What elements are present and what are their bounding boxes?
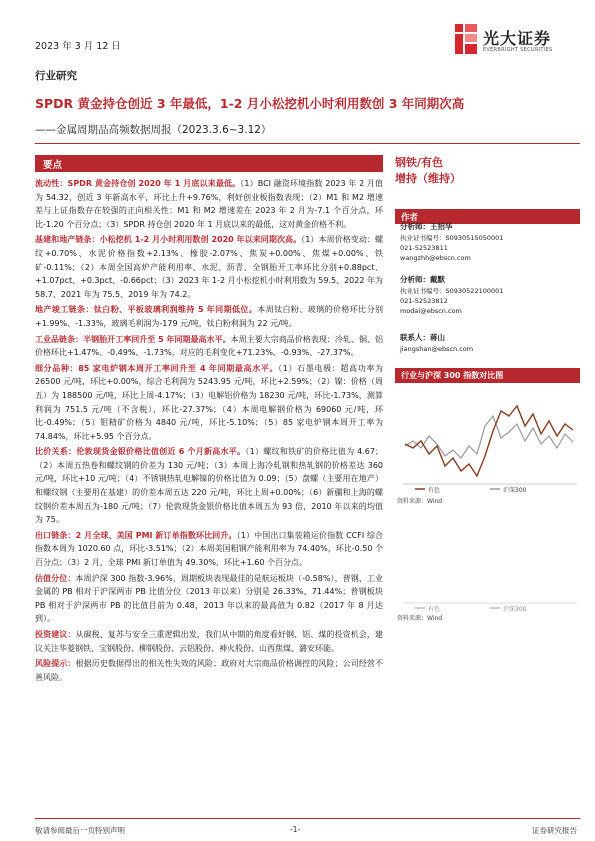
footer-label: 证券研究报告 [532,826,577,835]
analyst-block [400,275,503,316]
authors-heading: 作者 [395,209,580,224]
summary-paragraph [35,333,383,360]
paragraph-body: （1）中国出口集装箱运价指数 CCFI 综合指数本周为 1020.60 点，环比-3.51%；（2）本周美国粗钢产能利用率为 74.40%，环比-0.50 个百分点；（3）2 月，全球 PMI 新订单值为 49.30%，环比+1.60 个百分点。 [35,530,383,568]
logo-english: EVERBRIGHT SECURITIES [483,47,553,53]
analyst-email[interactable]: wangzhh@ebscn.com [400,254,471,262]
paragraph-lead: 细分品种：85 家电炉钢本周开工率回升至 4 年同期最高水平。 [35,363,279,373]
report-title: SPDR 黄金持仓创近 3 年最低，1-2 月小松挖机小时利用数创 3 年同期次高 [35,96,465,111]
summary-body [35,177,383,686]
summary-paragraph [35,177,383,231]
summary-paragraph [35,362,383,444]
paragraph-lead: 基建和地产链条：小松挖机 1-2 月小时利用数创 2020 年以来同期次高。 [35,235,302,245]
logo-mark-icon [455,24,477,54]
rating-label: 增持（维持） [395,172,461,185]
report-date: 2023 年 3 月 12 日 [35,41,121,52]
summary-paragraph [35,303,383,330]
summary-paragraph [35,529,383,570]
sidebar [395,155,580,224]
footer-disclaimer[interactable]: 敬请参阅最后一页特别声明 [35,826,125,835]
paragraph-lead: 比价关系：伦敦现货金银价格比值创近 6 个月新高水平。 [35,447,246,457]
summary-paragraph [35,572,383,626]
logo-text: 光大证券 [483,29,552,48]
paragraph-lead: 地产竣工链条：钛白粉、平板玻璃利润维持 5 年同期低位。 [35,305,258,315]
paragraph-lead: 流动性：SPDR 黄金持仓创 2020 年 1 月底以来最低。 [35,179,241,188]
summary-heading: 要点 [35,155,383,172]
page-number: -1- [290,825,301,834]
chart-source-2: 资料来源：Wind [397,615,443,622]
industry-label: 钢铁/有色 [395,156,444,169]
paragraph-body: （1）BCI 融资环境指数 2023 年 2 月值为 54.32，创近 3 年新高水平，环比上升+9.76%，利好创业板指数表现；（2）M1 和 M2 增速差与上证指数存在较强的正向相关性：M1 和 M2 增速差在 2023 年 2 月为-7.1 个百分点，环比-1.20 个百分点；（3）SPDR 持仓创 2020 年 1 月底以来的最低，这对黄金价格不利。 [35,179,383,229]
report-subtitle: ——金属周期品高频数据周报（2023.3.6~3.12） [35,124,272,136]
report-type: 行业研究 [35,70,77,82]
paragraph-lead: 出口链条：2 月全球、美国 PMI 新订单指数环比回升。 [35,530,237,540]
summary-paragraph [35,628,383,655]
paragraph-lead: 估值分位： [35,573,76,583]
footer-divider [35,818,580,819]
paragraph-body: 本周钛白粉、玻璃的价格环比分别+1.99%、-1.33%，玻璃毛利润为-179 元/吨，钛白粉利润为 22 元/吨。 [35,305,384,328]
paragraph-lead: 投资建议： [35,630,76,639]
analyst-phone: 021-52523811 [400,244,448,252]
paragraph-lead: 风险提示： [35,659,76,669]
contact-block [400,333,473,354]
paragraph-body: 从碳税、复苏与安全三重逻辑出发，我们从中期的角度看好钢、铝、煤的投资机会，建议关注华菱钢铁、宝钢股份、柳钢股份、云铝股份、神火股份、山西焦煤、潞安环能。 [35,630,384,653]
analyst-block [400,222,503,263]
title-divider [35,143,580,144]
legend-b-2: 沪深300 [503,606,527,613]
legend-a-2: 有色 [428,606,441,613]
analyst-email[interactable]: modai@ebscn.com [400,307,462,315]
index-comparison-chart-2 [395,505,580,615]
paragraph-lead: 工业品链条：半钢胎开工率回升至 5 年同期最高水平。 [35,334,231,344]
paragraph-body: 本周沪深 300 指数-3.96%，周期板块表现最佳的是航运板块（-0.58%），普钢、工业金属的 PB 相对于沪深两市 PB 比值分位（2013 年以来）分别是 26.33%、71.44%；普钢板块 PB 相对于沪深两市 PB 的比值目前为 0.48，2013 年以来的最高值为 0.82（2017 年 8 月达到）。 [35,573,383,624]
legend-a: 有色 [428,487,441,494]
paragraph-body: （1）螺纹和铁矿的价格比值为 4.67；（2）本周五热卷和螺纹钢的价差为 130 元/吨；（3）本周上海冷轧钢和热轧钢的价格差达 360 元/吨，环比+10 元/吨；（4）不锈钢热轧电解镍的价格比值为 0.09；（5）盘螺（主要用在地产）和螺纹钢（主要用在基建）的价差本周五达 220 元/吨，环比上周+0.00%；（6）新疆和上海的螺纹钢价差本周五为-180 元/吨；（7）伦敦现货金银价格比值本周五为 93 倍，2010 年以来的均值为 75。 [35,447,383,525]
analyst-license: 执业证书编号：S0930522100001 [400,287,504,295]
analyst-name: 分析师：王招华 [400,222,453,231]
logo [455,24,580,64]
paragraph-body: 本周主要大宗商品价格表现：冷轧、铜、铝价格环比+1.47%、-0.49%、-1.73%，对应的毛利变化+71.23%、-0.93%、-27.37%。 [35,334,383,358]
analyst-name: 分析师：戴默 [400,275,445,284]
summary-paragraph [35,657,383,684]
analyst-license: 执业证书编号：S0930515050001 [400,234,504,242]
summary-paragraph [35,233,383,301]
chart-source: 资料来源：Wind [397,498,443,505]
summary-paragraph [35,445,383,527]
legend-b: 沪深300 [503,487,527,494]
paragraph-body: 根据历史数据得出的相关性失效的风险；政府对大宗商品价格调控的风险；公司经营不善风险。 [35,659,384,682]
paragraph-body: （1）本周价格变动：螺纹+0.70%、水泥价格指数+2.13%、橡胶-2.07%、焦炭+0.00%、焦煤+0.00%、铁矿-0.11%；（2）本周全国高炉产能利用率、水泥、沥青、全钢胎开工率环比分别+0.88pct、+1.07pct、+0.3pct、-0.66pct；（3）2023 年 1-2 月小松挖机小时利用数为 59.5、2022 年为 58.7、2021 年为 75.5、2019 年为 74.2。 [35,235,384,299]
index-comparison-chart [395,386,580,496]
contact-name: 联系人：蒋山 [400,333,445,342]
paragraph-body: （1）石墨电极：超高功率为 26500 元/吨，环比+0.00%，综合毛利润为 5243.95 元/吨，环比+2.59%；（2）镍：价格（周五）为 188500 元/吨，环比上周-4.17%；（3）电解铝价格为 18230 元/吨，环比-1.73%，测算利润为 751.5 元/吨（不含税），环比-27.37%；（4）本周电解钢价格为 69060 元/吨，环比-0.49%；（5）钼精矿价格为 4840 元/吨，环比-5.10%；（5）85 家电炉钢本周开工率为 74.84%，环比+5.95 个百分点。 [35,363,383,441]
analyst-phone: 021-52523812 [400,297,448,305]
chart-title: 行业与沪深 300 指数对比图 [395,368,580,383]
contact-email[interactable]: jiangshan@ebscn.com [400,345,474,353]
